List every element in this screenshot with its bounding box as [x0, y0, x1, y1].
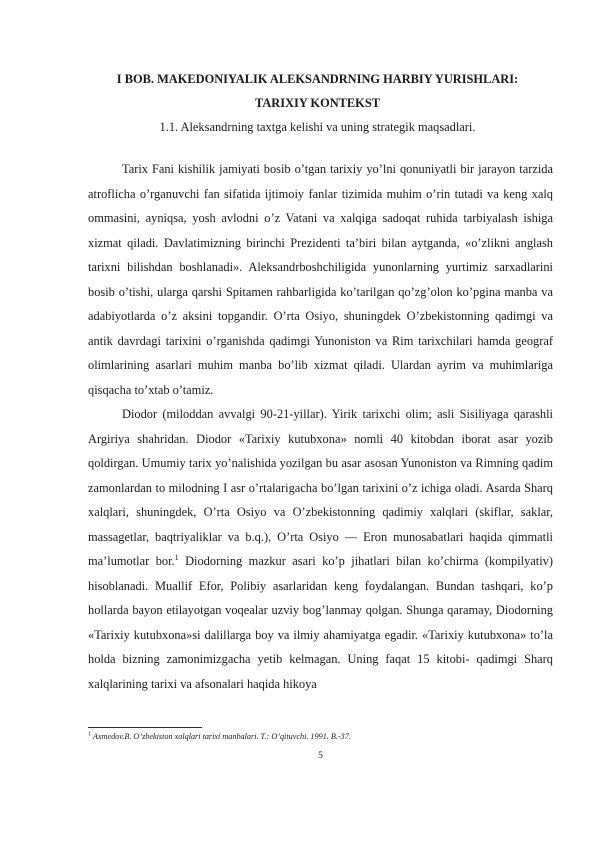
body-text [88, 157, 553, 696]
paragraph-2-text-b: Diodorning mazkur asari ko’p jihatlari bilan ko’chirma (kompilyativ) hisoblanadi. Muallif Efor, Polibiy asarlaridan keng foydalangan. Bundan tashqari, ko’p hollarda bayon etilayotgan voqealar uzviy bog’lanmay qolgan. Shunga qaramay, Diodorning «Tarixiy kutubxona»si dalillarga boy va ilmiy ahamiyatga egadir. «Tarixiy kutubxona» to’la holda bizning zamonimizgacha yetib kelmagan. Uning faqat 15 kitobi- qadimgi Sharq xalqlarining tarixi va afsonalari haqida hikoya [88, 554, 554, 691]
paragraph-2-text-a: Diodor (miloddan avvalgi 90-21-yillar). Yirik tarixchi olim; asli Sisiliyaga qarashli Argiriya shahridan. Diodor «Tarixiy kutubxona» nomli 40 kitobdan iborat asar yozib qoldirgan. Umumiy tarix yo’nalishida yozilgan bu asar asosan Yunoniston va Rimning qadim zamonlardan to milodning I asr o’rtalarigacha bo’lgan tarixini o’z ichiga oladi. Asarda Sharq xalqlari, shuningdek, O’rta Osiyo va O’zbekistonning qadimiy xalqlari (skiflar, saklar, massagetlar, baqtriyaliklar va b.q.), O’rta Osiyo — Eron munosabatlari haqida qimmatli ma’lumotlar bor. [88, 407, 553, 568]
footnote-divider [88, 727, 202, 728]
footnote-text: Axmedov.B. O’zbekiston xalqlari tarixi manbalari. T.: O’qituvchi. 1991. B.-37. [91, 732, 351, 741]
paragraph-2 [88, 402, 553, 696]
footnote [88, 731, 553, 742]
paragraph-1: Tarix Fani kishilik jamiyati bosib o’tgan tarixiy yo’lni qonuniyatli bir jarayon tarzida atroflicha o’rganuvchi fan sifatida ijtimoiy fanlar tizimida muhim o’rin tutadi va keng xalq ommasini, ayniqsa, yosh avlodni o’z Vatani va xalqiga sadoqat ruhida tarbiyalash ishiga xizmat qiladi. Davlatimizning birinchi Prezidenti ta’biri bilan aytganda, «o’zlikni anglash tarixni bilishdan boshlanadi». Aleksandrboshchiligida yunonlarning yurtimiz sarxadlarini bosib o’tishi, ularga qarshi Spitamen rahbarligida ko’tarilgan qo’zg’olon ko’pgina manba va adabiyotlarda o’z aksini topgandir. O’rta Osiyo, shuningdek O’zbekistonning qadimgi va antik davrdagi tarixini o’rganishda qadimgi Yunoniston va Rim tarixchilari hamda geograf olimlarining asarlari muhim manba bo’lib xizmat qiladi. Ulardan ayrim va muhimlariga qisqacha to’xtab o’tamiz. [88, 162, 553, 397]
footnote-marker: 1 [88, 731, 91, 738]
footnote-reference: 1 [174, 552, 179, 562]
section-subheading: 1.1. Aleksandrning taxtga kelishi va uning strategik maqsadlari. [159, 120, 476, 134]
chapter-heading-line-1: I BOB. MAKEDONIYALIK ALEKSANDRNING HARBIY YURISHLARI: [116, 72, 519, 86]
chapter-heading [40, 67, 595, 115]
page-number: 5 [318, 751, 323, 761]
chapter-heading-line-2: TARIXIY KONTEKST [255, 96, 380, 110]
